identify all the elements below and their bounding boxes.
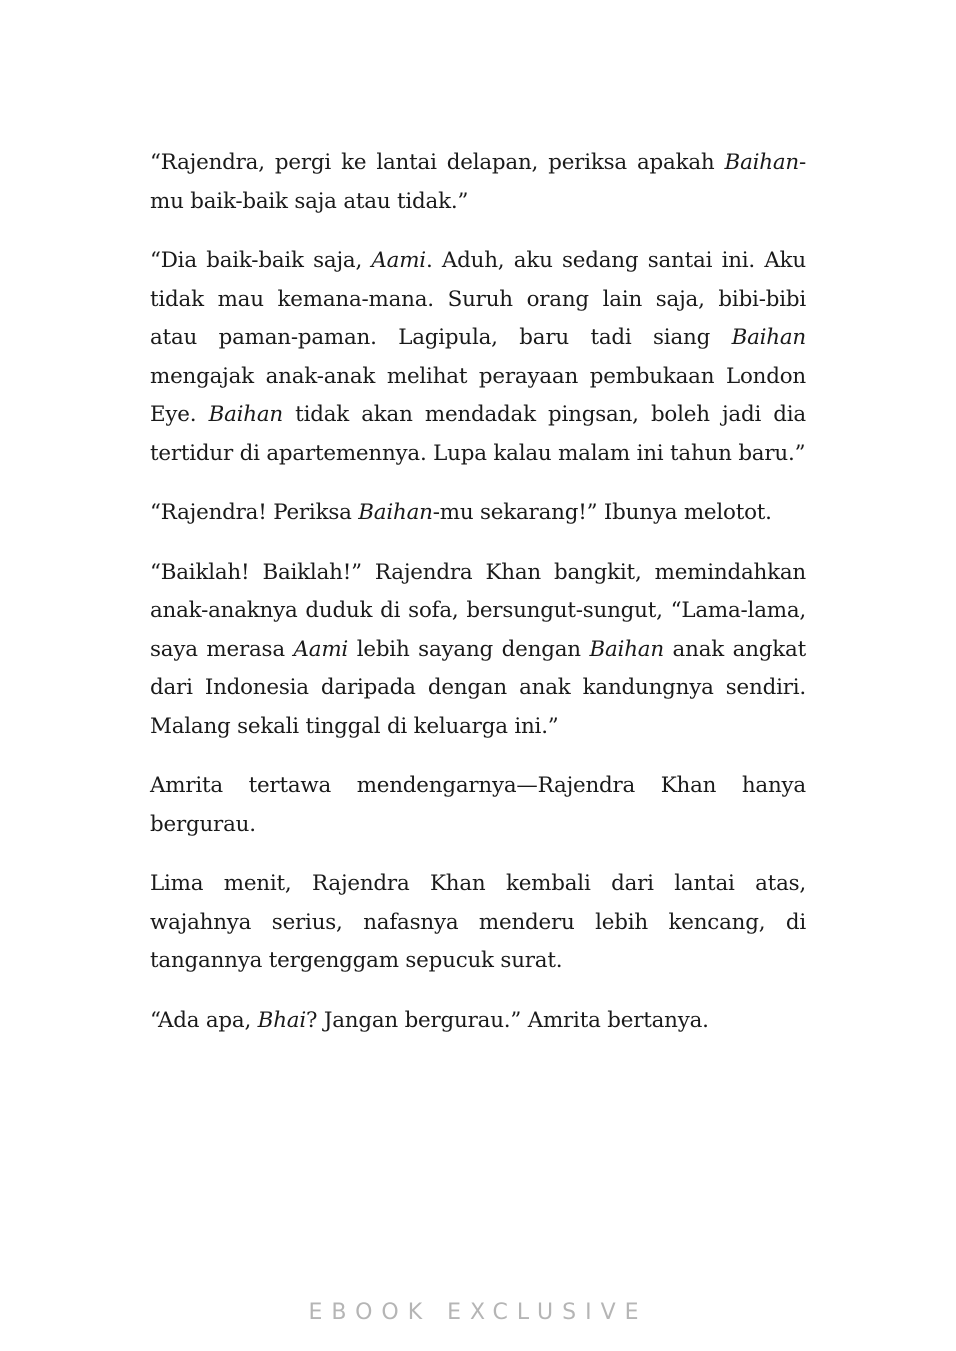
footer-label: EBOOK EXCLUSIVE: [308, 1300, 648, 1325]
italic-term: Bhai: [257, 1007, 306, 1033]
text-segment: . Aduh, aku sedang santai ini. Aku tidak mau kemana-mana. Suruh orang lain saja, bibi-bibi atau paman-paman. Lagipula, baru tadi siang: [150, 248, 806, 350]
text-segment: -mu baik-baik saja atau tidak.”: [150, 150, 806, 214]
paragraph-7: [150, 1002, 806, 1041]
italic-term: Baihan: [589, 636, 664, 662]
italic-term: Baihan: [358, 500, 433, 525]
text-segment: Amrita tertawa mendengarnya—Rajendra Khan hanya bergurau.: [150, 773, 806, 837]
text-segment: mengajak anak-anak melihat perayaan pembukaan London Eye.: [150, 363, 806, 427]
paragraph-5: [150, 767, 806, 844]
paragraph-1: [150, 144, 806, 221]
paragraph-6: [150, 865, 806, 981]
text-segment: -mu sekarang!” Ibunya melotot.: [432, 500, 772, 525]
italic-term: Baihan: [208, 402, 283, 427]
text-segment: “Rajendra! Periksa: [150, 500, 359, 525]
book-page-body: [150, 144, 806, 1061]
text-segment: lebih sayang dengan: [348, 636, 590, 662]
text-segment: tidak akan mendadak pingsan, boleh jadi dia tertidur di apartemennya. Lupa kalau malam ini tahun baru.”: [150, 402, 806, 466]
text-segment: “Dia baik-baik saja,: [150, 248, 372, 273]
text-segment: Lima menit, Rajendra Khan kembali dari lantai atas, wajahnya serius, nafasnya menderu lebih kencang, di tangannya tergenggam sepucuk surat.: [150, 871, 806, 973]
italic-term: Baihan: [724, 150, 799, 175]
paragraph-3: [150, 494, 806, 533]
paragraph-4: [150, 554, 806, 747]
text-segment: ? Jangan bergurau.” Amrita bertanya.: [305, 1007, 709, 1033]
paragraph-2: [150, 242, 806, 473]
text-segment: anak angkat dari Indonesia daripada dengan anak kandungnya sendiri. Malang sekali tinggal di keluarga ini.”: [150, 636, 806, 739]
italic-term: Baihan: [731, 325, 806, 350]
text-segment: “Rajendra, pergi ke lantai delapan, periksa apakah: [150, 150, 725, 175]
italic-term: Aami: [371, 248, 426, 273]
italic-term: Aami: [293, 636, 349, 662]
text-segment: “Ada apa,: [150, 1007, 258, 1033]
text-segment: “Baiklah! Baiklah!” Rajendra Khan bangkit, memindahkan anak-anaknya duduk di sofa, bersungut-sungut, “Lama-lama, saya merasa: [150, 559, 806, 662]
